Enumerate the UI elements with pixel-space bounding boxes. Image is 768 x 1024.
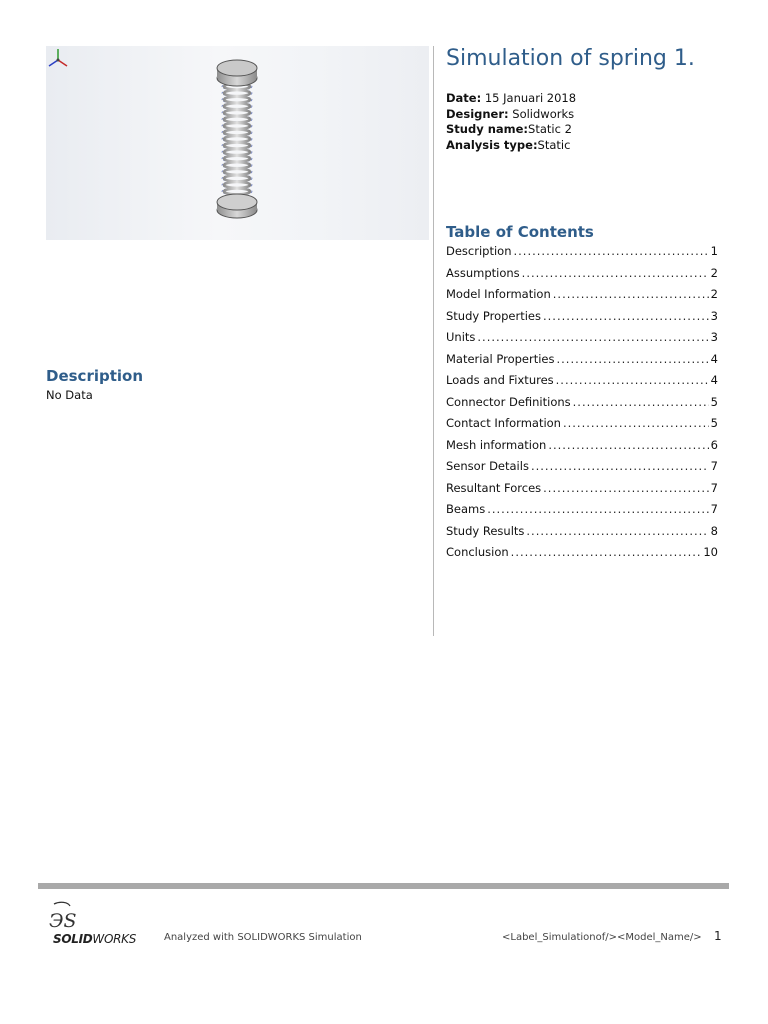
svg-text:ЭS: ЭS	[49, 910, 77, 930]
toc-item-page: 7	[710, 502, 718, 516]
toc-item-beams[interactable]	[446, 502, 718, 524]
toc-leader	[548, 438, 708, 452]
toc-item-page: 5	[710, 394, 718, 409]
description-text: No Data	[46, 388, 93, 402]
designer-row	[446, 107, 576, 123]
toc-item-material-properties[interactable]	[446, 352, 718, 374]
toc-item-page: 7	[710, 459, 718, 473]
toc-item-assumptions[interactable]	[446, 266, 718, 288]
page-title: Simulation of spring 1.	[446, 46, 695, 71]
toc-item-connector-definitions[interactable]	[446, 395, 718, 417]
study-name-label: Study name:	[446, 122, 529, 136]
analysis-type-row	[446, 138, 576, 154]
toc-item-page: 2	[710, 265, 718, 280]
toc-leader	[531, 459, 709, 473]
study-name-value: Static 2	[528, 122, 572, 136]
designer-value: Solidworks	[508, 106, 575, 121]
toc-item-page: 7	[710, 480, 718, 495]
toc-item-page: 10	[703, 545, 718, 559]
toc-item-label: Sensor Details	[446, 459, 529, 473]
coordinate-triad-icon	[46, 46, 76, 72]
toc-item-sensor-details[interactable]	[446, 459, 718, 481]
spring-model	[46, 46, 429, 240]
footer-rule	[38, 883, 729, 889]
toc-leader	[556, 373, 709, 387]
toc-item-page: 3	[710, 308, 718, 323]
toc-item-label: Assumptions	[446, 265, 520, 280]
toc-item-label: Study Results	[446, 523, 525, 538]
toc-heading: Table of Contents	[446, 223, 594, 241]
toc-item-page: 2	[710, 287, 718, 301]
toc-item-page: 4	[710, 351, 718, 366]
toc-item-label: Loads and Fixtures	[446, 373, 554, 387]
date-label: Date:	[446, 91, 482, 105]
study-name-row	[446, 122, 576, 138]
toc-item-label: Units	[446, 330, 476, 344]
report-meta	[446, 91, 576, 153]
toc-leader	[573, 395, 709, 409]
toc-item-page: 5	[710, 416, 718, 430]
toc-leader	[557, 352, 709, 366]
designer-label: Designer:	[446, 106, 509, 121]
toc-item-resultant-forces[interactable]	[446, 481, 718, 503]
logo-bold: SOLID	[53, 932, 93, 946]
toc-item-label: Study Properties	[446, 308, 541, 323]
toc-item-page: 8	[710, 523, 718, 538]
toc-item-label: Model Information	[446, 287, 551, 301]
toc-item-units[interactable]	[446, 330, 718, 352]
ds-solidworks-logo-icon	[46, 900, 78, 930]
column-divider	[433, 46, 434, 636]
description-heading: Description	[46, 367, 144, 385]
toc-item-page: 4	[710, 373, 718, 387]
toc-leader	[543, 481, 709, 495]
toc-item-model-information[interactable]	[446, 287, 718, 309]
analysis-type-value: Static	[537, 137, 571, 152]
toc-item-description[interactable]	[446, 244, 718, 266]
toc-item-conclusion[interactable]	[446, 545, 718, 567]
solidworks-wordmark	[53, 932, 136, 946]
toc-leader	[514, 244, 709, 258]
toc-item-label: Conclusion	[446, 545, 509, 559]
date-row	[446, 91, 576, 107]
toc-leader	[553, 287, 709, 301]
analysis-type-label: Analysis type:	[446, 137, 538, 152]
toc-item-label: Contact Information	[446, 416, 561, 430]
toc-leader	[526, 524, 708, 538]
toc-leader	[511, 545, 702, 559]
analyzed-with-text: Analyzed with SOLIDWORKS Simulation	[164, 932, 362, 943]
toc-item-mesh-information[interactable]	[446, 438, 718, 460]
toc-item-label: Resultant Forces	[446, 480, 542, 495]
toc-item-label: Mesh information	[446, 437, 547, 452]
toc-leader	[563, 416, 709, 430]
toc-leader	[477, 330, 708, 344]
toc-item-label: Beams	[446, 502, 486, 516]
toc-item-label: Material Properties	[446, 351, 555, 366]
logo-light: WORKS	[92, 932, 137, 946]
table-of-contents	[446, 244, 718, 567]
toc-item-page: 6	[710, 437, 718, 452]
label-model-name: <Label_Simulationof/><Model_Name/>	[502, 932, 702, 943]
date-value: 15 Januari 2018	[481, 91, 577, 105]
toc-item-page: 3	[710, 330, 718, 344]
toc-leader	[522, 266, 709, 280]
toc-item-label: Description	[446, 244, 512, 258]
toc-item-loads-and-fixtures[interactable]	[446, 373, 718, 395]
toc-item-label: Connector Definitions	[446, 394, 571, 409]
toc-leader	[543, 309, 709, 323]
toc-item-study-properties[interactable]	[446, 309, 718, 331]
model-image	[46, 46, 429, 240]
toc-leader	[487, 502, 708, 516]
toc-item-page: 1	[710, 244, 718, 258]
toc-item-study-results[interactable]	[446, 524, 718, 546]
page-number: 1	[714, 929, 722, 943]
toc-item-contact-information[interactable]	[446, 416, 718, 438]
